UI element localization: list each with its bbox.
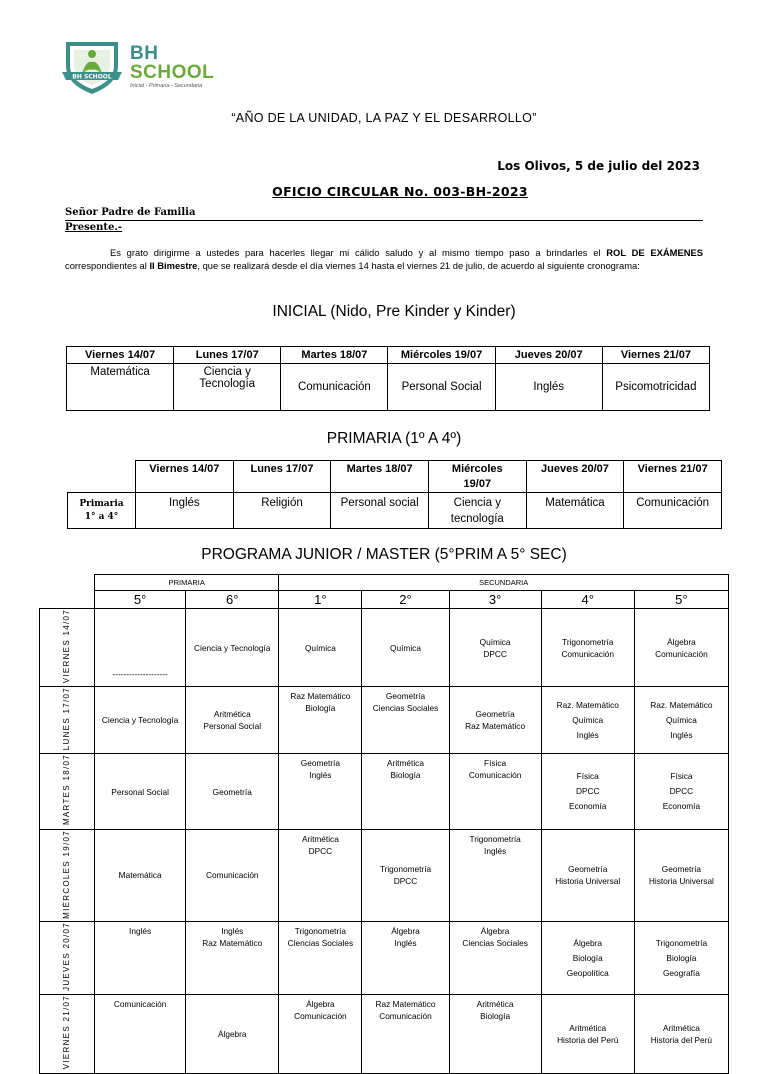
subject-line: Comunicación <box>468 770 522 781</box>
day-cell <box>40 609 95 687</box>
inicial-subject: Ciencia y Tecnología <box>174 364 281 411</box>
subject-line: Química <box>390 642 421 653</box>
subject-cell <box>634 829 728 922</box>
dateline: Los Olivos, 5 de julio del 2023 <box>497 159 700 173</box>
subject-line: Álgebra <box>573 937 603 948</box>
divider <box>65 220 703 221</box>
subject-cell <box>541 609 634 687</box>
subject-cell <box>449 922 541 995</box>
subject-cell <box>186 754 279 829</box>
salutation: Presente.- <box>65 222 123 233</box>
inicial-day-header: Viernes 21/07 <box>602 347 709 364</box>
subject-line: Ciencia y Tecnología <box>101 715 179 726</box>
subject-line: Raz. Matemático <box>556 699 619 710</box>
subject-line: Trigonometría <box>294 926 347 937</box>
primaria-subject: Personal social <box>331 493 429 529</box>
subject-line: Economía <box>662 801 701 811</box>
primaria-subject: Matemática <box>526 493 624 529</box>
subject-cell <box>186 687 279 754</box>
day-label: MARTES 18/07 <box>62 754 72 826</box>
programa-row <box>40 687 729 754</box>
subject-line: Personal Social <box>203 721 262 732</box>
subject-line: -------------------- <box>112 669 168 680</box>
subject-line: Comunicación <box>113 999 167 1010</box>
subject-line: Inglés <box>129 926 152 937</box>
subject-cell <box>95 754 186 829</box>
subject-cell <box>362 754 449 829</box>
day-label: MIÉRCOLES 19/07 <box>62 829 72 919</box>
inicial-day-header: Miércoles 19/07 <box>388 347 495 364</box>
subject-cell <box>95 609 186 687</box>
primaria-heading: PRIMARIA (1º A 4º) <box>326 430 462 447</box>
grade-header: 5° <box>634 591 728 609</box>
subject-line: Comunicación <box>561 648 615 659</box>
subject-line: Comunicación <box>379 1011 432 1022</box>
subject-line: DPCC <box>308 845 333 856</box>
subject-cell <box>362 995 449 1073</box>
subject-line: Aritmética <box>662 1023 700 1033</box>
subject-line: Historia del Perú <box>650 1035 713 1045</box>
subject-cell <box>449 687 541 754</box>
subject-line: Álgebra <box>306 999 335 1010</box>
subject-cell <box>449 609 541 687</box>
subject-line: Ciencias Sociales <box>287 938 354 949</box>
programa-row <box>40 995 729 1073</box>
subject-cell <box>95 687 186 754</box>
inicial-day-header: Jueves 20/07 <box>495 347 602 364</box>
subject-cell <box>541 922 634 995</box>
subject-cell <box>279 829 362 922</box>
subject-line: Raz Matemático <box>465 721 526 732</box>
subject-cell <box>634 995 728 1073</box>
day-cell <box>40 754 95 829</box>
subject-cell <box>186 829 279 922</box>
subject-line: Álgebra <box>217 1029 247 1039</box>
empty-corner <box>40 575 95 609</box>
subject-line: Inglés <box>484 845 507 856</box>
subject-cell <box>279 687 362 754</box>
shield-icon <box>60 36 130 98</box>
primaria-table <box>67 460 722 529</box>
subject-cell <box>362 609 449 687</box>
subject-line: Biología <box>572 952 603 963</box>
section-primaria: PRIMARIA <box>95 575 279 591</box>
subject-cell <box>449 995 541 1073</box>
subject-line: Álgebra <box>667 636 696 647</box>
grade-header: 4° <box>541 591 634 609</box>
inicial-subject: Inglés <box>495 364 602 411</box>
para-text-1: Es grato dirigirme a ustedes para hacerles llegar mi cálido saludo y al mismo tiempo paso a brindarles el <box>110 247 607 258</box>
programa-heading: PROGRAMA JUNIOR / MASTER (5°PRIM A 5° SEC) <box>201 546 567 563</box>
subject-cell <box>279 609 362 687</box>
subject-line: Química <box>572 714 604 725</box>
subject-line: Biología <box>666 952 697 963</box>
subject-line: Álgebra <box>391 926 420 937</box>
programa-row <box>40 609 729 687</box>
inicial-table <box>66 346 710 411</box>
subject-cell <box>634 754 728 829</box>
primaria-day-header: Jueves 20/07 <box>526 461 624 493</box>
subject-cell <box>279 995 362 1073</box>
subject-cell <box>95 995 186 1073</box>
subject-line: Geometría <box>475 709 515 720</box>
subject-line: Biología <box>480 1011 511 1022</box>
primaria-row-label <box>68 493 136 529</box>
subject-line: Comunicación <box>655 648 708 659</box>
day-cell <box>40 922 95 995</box>
grade-header: 2° <box>362 591 449 609</box>
subject-cell <box>449 829 541 922</box>
row-label-line-2: 1° a 4° <box>84 511 119 522</box>
section-secundaria: SECUNDARIA <box>279 575 729 591</box>
subject-line: Geometría <box>568 864 608 875</box>
subject-cell <box>541 687 634 754</box>
inicial-day-header: Martes 18/07 <box>281 347 388 364</box>
programa-row <box>40 922 729 995</box>
subject-line: Historia del Perú <box>557 1035 619 1045</box>
subject-cell <box>186 995 279 1073</box>
day-label: VIERNES 21/07 <box>62 995 72 1070</box>
para-text-3: , que se realizará desde el día viernes 14 hasta el viernes 21 de julio, de acuerdo al siguiente cronograma: <box>197 260 640 271</box>
inicial-subject: Personal Social <box>388 364 495 411</box>
subject-line: Aritmética <box>387 758 424 769</box>
subject-cell <box>634 687 728 754</box>
subject-line: Comunicación <box>294 1011 347 1022</box>
subject-cell <box>362 922 449 995</box>
subject-line: Trigonometría <box>379 864 432 875</box>
subject-line: Física <box>484 758 507 769</box>
subject-cell <box>541 829 634 922</box>
grade-header: 6° <box>186 591 279 609</box>
subject-line: Física <box>670 771 693 781</box>
inicial-heading: INICIAL (Nido, Pre Kinder y Kinder) <box>272 303 516 320</box>
subject-line: Historia Universal <box>555 876 621 887</box>
subject-line: Comunicación <box>205 870 259 881</box>
subject-line: Aritmética <box>476 999 514 1010</box>
subject-line: Trigonometría <box>562 636 614 647</box>
day-label: JUEVES 20/07 <box>62 922 72 992</box>
day-cell <box>40 687 95 754</box>
subject-line: Inglés <box>576 729 599 740</box>
subject-cell <box>634 922 728 995</box>
inicial-subject: Psicomotricidad <box>602 364 709 411</box>
logo-wordmark <box>130 44 214 90</box>
subject-line: Inglés <box>221 926 244 937</box>
subject-line: Geometría <box>385 691 426 702</box>
recipient: Señor Padre de Familia <box>65 207 196 218</box>
subject-line: Raz. Matemático <box>650 699 713 710</box>
day-cell <box>40 829 95 922</box>
para-bold-1: ROL DE EXÁMENES <box>606 247 704 258</box>
subject-line: DPCC <box>575 786 600 796</box>
subject-line: Raz Matemático <box>202 938 263 949</box>
subject-cell <box>186 609 279 687</box>
subject-line: Matemática <box>118 870 162 881</box>
grade-header: 1° <box>279 591 362 609</box>
subject-cell <box>362 687 449 754</box>
year-motto: “AÑO DE LA UNIDAD, LA PAZ Y EL DESARROLLO” <box>231 111 537 125</box>
primaria-day-header: Viernes 21/07 <box>624 461 722 493</box>
subject-line: Economía <box>569 801 607 811</box>
subject-line: Inglés <box>309 770 332 781</box>
empty-corner <box>68 461 136 493</box>
subject-line: Química <box>479 636 511 647</box>
primaria-day-header: Viernes 14/07 <box>136 461 234 493</box>
para-text-2: correspondientes al <box>65 260 150 271</box>
subject-line: DPCC <box>483 648 507 659</box>
day-label: LUNES 17/07 <box>62 687 72 751</box>
intro-paragraph <box>65 246 703 272</box>
subject-line: Química <box>304 642 336 653</box>
subject-line: Ciencia y Tecnología <box>194 642 271 653</box>
primaria-day-header: Lunes 17/07 <box>233 461 331 493</box>
subject-cell <box>95 922 186 995</box>
grade-header: 5° <box>95 591 186 609</box>
subject-cell <box>541 995 634 1073</box>
programa-row <box>40 829 729 922</box>
subject-cell <box>449 754 541 829</box>
subject-line: Geometría <box>661 864 701 875</box>
subject-cell <box>279 922 362 995</box>
logo-badge-text: BH SCHOOL <box>72 73 112 81</box>
logo-tagline: Inicial - Primaria - Secundaria <box>130 83 203 89</box>
primaria-subject: Religión <box>233 493 331 529</box>
subject-cell <box>634 609 728 687</box>
subject-line: Trigonometría <box>469 833 521 844</box>
subject-line: Raz Matemático <box>375 999 436 1010</box>
primaria-subject: Ciencia y tecnología <box>428 493 526 529</box>
subject-line: Biología <box>390 770 421 781</box>
subject-line: Geopolítica <box>566 967 609 978</box>
logo-line-2: SCHOOL <box>130 62 215 83</box>
subject-line: Inglés <box>670 729 693 740</box>
inicial-day-header: Viernes 14/07 <box>67 347 174 364</box>
subject-line: Raz Matemático <box>290 691 351 702</box>
subject-cell <box>279 754 362 829</box>
programa-row <box>40 754 729 829</box>
subject-line: Aritmética <box>569 1023 607 1033</box>
subject-line: Trigonometría <box>655 937 708 948</box>
subject-line: Geometría <box>212 786 252 797</box>
subject-line: Biología <box>305 703 336 714</box>
para-bold-2: II Bimestre <box>149 260 198 271</box>
day-label: VIERNES 14/07 <box>62 609 72 684</box>
subject-line: Personal Social <box>111 786 169 797</box>
inicial-subject: Comunicación <box>281 364 388 411</box>
subject-line: Física <box>576 771 599 781</box>
inicial-subject: Matemática <box>67 364 174 411</box>
subject-cell <box>186 922 279 995</box>
subject-cell <box>95 829 186 922</box>
logo-line-1: BH <box>130 43 159 64</box>
subject-line: Ciencias Sociales <box>462 938 528 949</box>
subject-line: Aritmética <box>213 709 251 720</box>
programa-body <box>40 609 729 1074</box>
row-label-line-1: Primaria <box>79 498 124 509</box>
primaria-day-header: Martes 18/07 <box>331 461 429 493</box>
inicial-day-header: Lunes 17/07 <box>174 347 281 364</box>
primaria-subject: Inglés <box>136 493 234 529</box>
subject-line: Álgebra <box>480 926 510 937</box>
subject-line: Química <box>665 714 697 725</box>
document-title: OFICIO CIRCULAR No. 003-BH-2023 <box>272 184 528 199</box>
subject-line: DPCC <box>669 786 694 796</box>
primaria-subject: Comunicación <box>624 493 722 529</box>
subject-line: Geometría <box>300 758 340 769</box>
subject-line: Geografía <box>662 967 700 978</box>
day-cell <box>40 995 95 1073</box>
subject-line: Ciencias Sociales <box>372 703 439 714</box>
subject-cell <box>541 754 634 829</box>
grade-header: 3° <box>449 591 541 609</box>
subject-cell <box>362 829 449 922</box>
subject-line: Aritmética <box>301 833 339 844</box>
subject-line: Inglés <box>394 938 417 949</box>
subject-line: Historia Universal <box>648 876 714 887</box>
subject-line: DPCC <box>393 876 418 887</box>
primaria-day-header: Miércoles 19/07 <box>428 461 526 493</box>
programa-table <box>39 574 729 1074</box>
